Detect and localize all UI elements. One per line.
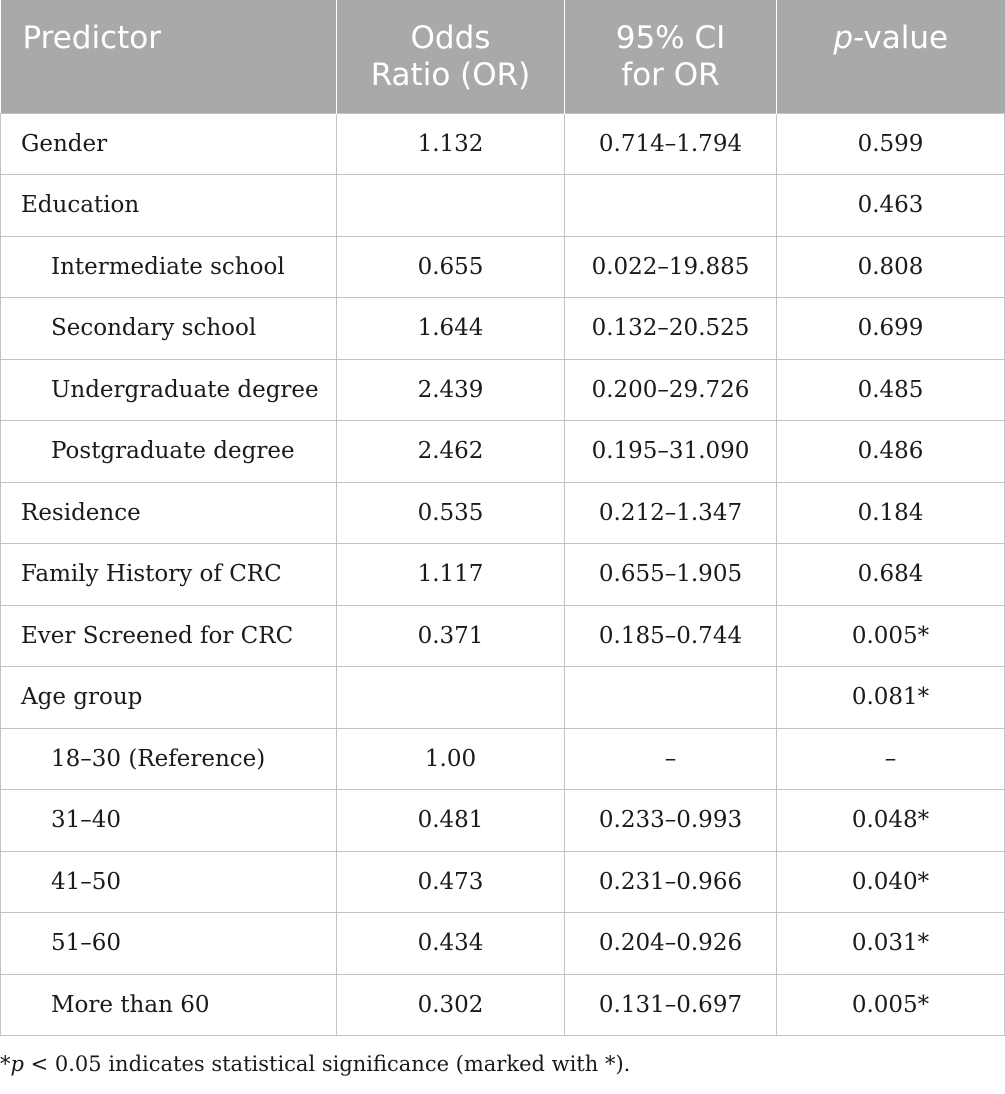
predictor-cell: Intermediate school — [1, 236, 337, 298]
table-row — [1, 974, 1005, 1036]
table-row — [1, 298, 1005, 360]
ci-cell: 0.714–1.794 — [565, 113, 777, 175]
predictor-cell: Age group — [1, 667, 337, 729]
or-cell: 0.535 — [337, 482, 565, 544]
or-cell: 1.117 — [337, 544, 565, 606]
table-row — [1, 913, 1005, 975]
header-odds-ratio: Odds Ratio (OR) — [337, 0, 565, 113]
table-row — [1, 605, 1005, 667]
table-row — [1, 728, 1005, 790]
predictor-cell: Education — [1, 175, 337, 237]
predictor-cell: More than 60 — [1, 974, 337, 1036]
table-row — [1, 851, 1005, 913]
ci-cell: – — [565, 728, 777, 790]
p-cell: 0.486 — [777, 421, 1005, 483]
ci-cell — [565, 667, 777, 729]
footnote-text: < 0.05 indicates statistical significance (marked with *). — [23, 1052, 631, 1076]
table-row — [1, 236, 1005, 298]
predictor-cell: 41–50 — [1, 851, 337, 913]
or-cell: 1.132 — [337, 113, 565, 175]
predictor-cell: Gender — [1, 113, 337, 175]
or-cell: 2.462 — [337, 421, 565, 483]
p-cell: 0.599 — [777, 113, 1005, 175]
table-row — [1, 667, 1005, 729]
table-footnote — [0, 1052, 630, 1076]
or-cell: 1.644 — [337, 298, 565, 360]
or-cell — [337, 667, 565, 729]
predictor-cell: Secondary school — [1, 298, 337, 360]
table-row — [1, 113, 1005, 175]
p-cell: – — [777, 728, 1005, 790]
predictor-cell: Postgraduate degree — [1, 421, 337, 483]
ci-cell: 0.233–0.993 — [565, 790, 777, 852]
p-cell: 0.684 — [777, 544, 1005, 606]
ci-cell: 0.212–1.347 — [565, 482, 777, 544]
predictor-cell: Family History of CRC — [1, 544, 337, 606]
p-cell: 0.808 — [777, 236, 1005, 298]
table-body — [1, 113, 1005, 1036]
or-cell: 0.655 — [337, 236, 565, 298]
table-row — [1, 175, 1005, 237]
or-cell: 1.00 — [337, 728, 565, 790]
header-p-value: p-value — [777, 0, 1005, 113]
ci-cell — [565, 175, 777, 237]
header-row — [1, 0, 1005, 113]
or-cell — [337, 175, 565, 237]
p-cell: 0.048* — [777, 790, 1005, 852]
footnote-star: * — [0, 1052, 11, 1076]
table-row — [1, 482, 1005, 544]
footnote-p: p — [10, 1052, 24, 1076]
header-predictor: Predictor — [1, 0, 337, 113]
ci-cell: 0.204–0.926 — [565, 913, 777, 975]
predictor-cell: 51–60 — [1, 913, 337, 975]
or-cell: 0.371 — [337, 605, 565, 667]
table-row — [1, 421, 1005, 483]
ci-cell: 0.185–0.744 — [565, 605, 777, 667]
ci-cell: 0.022–19.885 — [565, 236, 777, 298]
table-row — [1, 359, 1005, 421]
or-cell: 0.481 — [337, 790, 565, 852]
p-cell: 0.031* — [777, 913, 1005, 975]
predictor-cell: 31–40 — [1, 790, 337, 852]
or-cell: 0.302 — [337, 974, 565, 1036]
table-row — [1, 790, 1005, 852]
ci-cell: 0.231–0.966 — [565, 851, 777, 913]
p-cell: 0.463 — [777, 175, 1005, 237]
table-row — [1, 544, 1005, 606]
ci-cell: 0.131–0.697 — [565, 974, 777, 1036]
predictor-cell: Residence — [1, 482, 337, 544]
p-cell: 0.184 — [777, 482, 1005, 544]
p-cell: 0.005* — [777, 605, 1005, 667]
predictor-cell: Undergraduate degree — [1, 359, 337, 421]
or-cell: 0.434 — [337, 913, 565, 975]
ci-cell: 0.200–29.726 — [565, 359, 777, 421]
p-cell: 0.005* — [777, 974, 1005, 1036]
predictor-cell: Ever Screened for CRC — [1, 605, 337, 667]
p-cell: 0.040* — [777, 851, 1005, 913]
ci-cell: 0.195–31.090 — [565, 421, 777, 483]
or-cell: 2.439 — [337, 359, 565, 421]
predictor-cell: 18–30 (Reference) — [1, 728, 337, 790]
ci-cell: 0.655–1.905 — [565, 544, 777, 606]
or-cell: 0.473 — [337, 851, 565, 913]
p-cell: 0.081* — [777, 667, 1005, 729]
ci-cell: 0.132–20.525 — [565, 298, 777, 360]
p-cell: 0.485 — [777, 359, 1005, 421]
p-cell: 0.699 — [777, 298, 1005, 360]
header-ci: 95% CI for OR — [565, 0, 777, 113]
table-header — [1, 0, 1005, 113]
